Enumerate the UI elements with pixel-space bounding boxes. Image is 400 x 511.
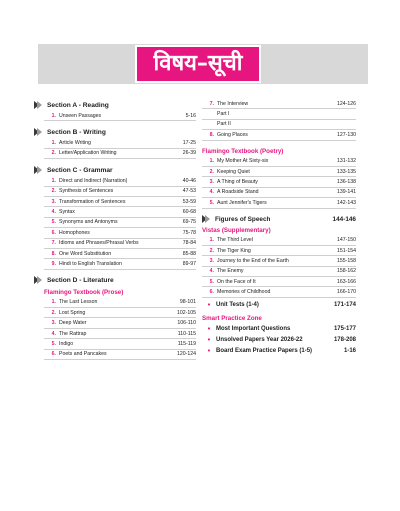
item-number: 4. xyxy=(209,189,214,196)
item-number: 2. xyxy=(51,150,56,157)
item-number: 3. xyxy=(209,179,214,186)
item-pages: 115-119 xyxy=(177,340,196,347)
toc-row xyxy=(44,111,196,121)
section-items xyxy=(36,111,196,121)
item-label: Memories of Childhood xyxy=(217,289,271,296)
item-pages: 78-84 xyxy=(182,240,196,247)
item-pages: 136-138 xyxy=(336,179,356,186)
item-pages: 120-124 xyxy=(176,351,196,358)
toc-row xyxy=(202,188,356,198)
toc-row xyxy=(44,298,196,308)
item-number: 3. xyxy=(209,257,214,264)
section-items xyxy=(36,176,196,270)
smart-practice-pages: 175-177 xyxy=(333,326,356,333)
item-pages: 89-97 xyxy=(182,260,196,267)
item-pages: 40-46 xyxy=(182,177,196,184)
toc-row xyxy=(44,329,196,339)
item-pages: 75-78 xyxy=(182,229,196,236)
section-heading xyxy=(34,275,196,287)
item-pages: 139-141 xyxy=(336,189,356,196)
item-pages: 106-110 xyxy=(177,320,196,327)
toc-row xyxy=(44,239,196,249)
item-label: Part II xyxy=(217,121,231,128)
item-pages: 131-132 xyxy=(336,158,356,165)
toc-row xyxy=(202,246,356,256)
item-number: 8. xyxy=(209,131,214,138)
toc-row xyxy=(202,177,356,187)
toc-row xyxy=(44,339,196,349)
item-label: Direct and Indirect (Narration) xyxy=(59,177,128,184)
item-label: Part I xyxy=(217,111,230,118)
item-label: Deep Water xyxy=(59,320,87,327)
item-label: Transformation of Sentences xyxy=(59,198,126,205)
poetry-items xyxy=(202,157,356,209)
toc-row xyxy=(202,109,356,119)
item-number: 2. xyxy=(51,188,56,195)
item-number: 8. xyxy=(51,250,56,257)
section-heading-label: Section D - Literature xyxy=(47,277,114,285)
item-pages: 53-59 xyxy=(182,198,196,205)
item-pages: 17-25 xyxy=(182,140,196,147)
subsection-heading: Flamingo Textbook (Prose) xyxy=(44,288,124,296)
item-number: 1. xyxy=(209,237,214,244)
item-number: 1. xyxy=(51,112,56,119)
prose-continued xyxy=(202,99,356,141)
smart-practice-row xyxy=(202,324,356,335)
section-heading-label: Section B - Writing xyxy=(47,128,106,136)
toc-row xyxy=(202,157,356,167)
toc-row xyxy=(44,318,196,328)
double-arrow-icon xyxy=(34,101,43,110)
toc-row xyxy=(202,256,356,266)
bullet-icon: • xyxy=(207,336,211,344)
item-label: The Enemy xyxy=(217,268,244,275)
item-label: A Thing of Beauty xyxy=(217,179,258,186)
unit-tests-label: Unit Tests (1-4) xyxy=(216,302,259,309)
item-pages: 47-53 xyxy=(182,188,196,195)
section-heading xyxy=(34,164,196,176)
item-number: 1. xyxy=(51,140,56,147)
item-pages: 158-162 xyxy=(336,268,356,275)
toc-row xyxy=(202,267,356,277)
item-number: 2. xyxy=(51,309,56,316)
bullet-icon: • xyxy=(207,325,211,333)
item-label: The Tiger King xyxy=(217,247,251,254)
item-number: 5. xyxy=(209,199,214,206)
toc-row xyxy=(44,218,196,228)
item-label: Keeping Quiet xyxy=(217,168,250,175)
right-column xyxy=(202,99,356,357)
toc-row xyxy=(202,277,356,287)
page-title: विषय–सूची xyxy=(153,51,243,76)
toc-row xyxy=(44,228,196,238)
item-number: 4. xyxy=(51,330,56,337)
item-label: Aunt Jennifer's Tigers xyxy=(217,199,267,206)
double-arrow-icon xyxy=(34,128,43,137)
unit-tests-row xyxy=(202,300,356,311)
bullet-icon: • xyxy=(207,347,211,355)
toc-row xyxy=(202,287,356,297)
smart-practice-row xyxy=(202,346,356,357)
figures-of-speech-row xyxy=(202,214,356,225)
toc-row xyxy=(202,198,356,208)
title-box xyxy=(135,45,261,83)
item-label: One Word Substitution xyxy=(59,250,112,257)
toc-row xyxy=(202,167,356,177)
item-label: Synthesis of Sentences xyxy=(59,188,114,195)
item-label: Journey to the End of the Earth xyxy=(217,257,289,264)
item-number: 5. xyxy=(209,278,214,285)
item-pages: 166-170 xyxy=(336,289,356,296)
item-number: 3. xyxy=(51,320,56,327)
item-pages: 124-126 xyxy=(336,100,356,107)
item-number: 5. xyxy=(51,340,56,347)
toc-row xyxy=(202,130,356,140)
item-label: Going Places xyxy=(217,131,248,138)
section-heading-label: Section A - Reading xyxy=(47,101,109,109)
toc-row xyxy=(202,99,356,109)
item-pages: 69-75 xyxy=(182,219,196,226)
item-number: 4. xyxy=(209,268,214,275)
section-heading xyxy=(34,126,196,138)
left-column xyxy=(36,99,196,365)
toc-row xyxy=(44,176,196,186)
section-items xyxy=(36,138,196,159)
item-number: 6. xyxy=(51,229,56,236)
smart-practice-row xyxy=(202,335,356,346)
toc-row xyxy=(44,187,196,197)
section-items xyxy=(36,287,196,360)
double-arrow-icon xyxy=(34,166,43,175)
item-label: The Interview xyxy=(217,100,249,107)
item-pages: 151-154 xyxy=(336,247,356,254)
smart-practice-label: Unsolved Papers Year 2026-22 xyxy=(216,337,303,344)
item-pages: 60-68 xyxy=(182,209,196,216)
toc-row xyxy=(44,259,196,269)
item-label: Indigo xyxy=(59,340,74,347)
item-number: 1. xyxy=(51,299,56,306)
section-heading-label: Section C - Grammar xyxy=(47,166,113,174)
item-number: 5. xyxy=(51,219,56,226)
vistas-heading: Vistas (Supplementary) xyxy=(202,226,271,234)
item-label: On the Face of It xyxy=(217,278,256,285)
toc-row xyxy=(44,197,196,207)
item-label: Hindi to English Translation xyxy=(59,260,122,267)
smart-practice-label: Most Important Questions xyxy=(216,326,291,333)
item-pages: 5-16 xyxy=(185,112,196,119)
item-number: 6. xyxy=(209,289,214,296)
item-label: Poets and Pancakes xyxy=(59,351,107,358)
toc-row xyxy=(202,236,356,246)
item-label: The Last Lesson xyxy=(59,299,98,306)
figures-pages: 144-146 xyxy=(332,215,356,223)
item-label: Idioms and Phrases/Phrasal Verbs xyxy=(59,240,139,247)
item-label: Homophones xyxy=(59,229,90,236)
item-number: 4. xyxy=(51,209,56,216)
unit-tests-pages: 171-174 xyxy=(333,302,356,309)
item-pages: 110-115 xyxy=(177,330,196,337)
section-heading xyxy=(34,99,196,111)
item-label: Article Writing xyxy=(59,140,91,147)
toc-row xyxy=(44,350,196,360)
item-number: 7. xyxy=(209,100,214,107)
figures-label: Figures of Speech xyxy=(215,215,271,223)
item-pages: 102-105 xyxy=(176,309,196,316)
toc-row xyxy=(44,138,196,148)
item-pages: 155-158 xyxy=(336,257,356,264)
poetry-heading: Flamingo Textbook (Poetry) xyxy=(202,147,284,155)
item-pages: 98-101 xyxy=(179,299,196,306)
item-number: 1. xyxy=(209,158,214,165)
item-pages: 163-166 xyxy=(336,278,356,285)
double-arrow-icon xyxy=(34,276,43,285)
toc-row xyxy=(44,149,196,159)
toc-row xyxy=(44,249,196,259)
smart-practice-heading: Smart Practice Zone xyxy=(202,314,262,322)
double-arrow-icon xyxy=(202,215,211,224)
bullet-icon: • xyxy=(207,301,211,309)
vistas-items xyxy=(202,236,356,298)
item-label: Synonyms and Antonyms xyxy=(59,219,118,226)
item-pages: 133-135 xyxy=(336,168,356,175)
item-label: Syntax xyxy=(59,209,75,216)
smart-practice-label: Board Exam Practice Papers (1-5) xyxy=(216,348,313,355)
item-label: Lost Spring xyxy=(59,309,86,316)
item-label: My Mother At Sixty-six xyxy=(217,158,269,165)
item-pages: 147-150 xyxy=(336,237,356,244)
smart-practice-pages: 178-208 xyxy=(333,337,356,344)
toc-row xyxy=(202,120,356,130)
item-number: 7. xyxy=(51,240,56,247)
item-label: Unseen Passages xyxy=(59,112,102,119)
item-number: 2. xyxy=(209,168,214,175)
item-number: 3. xyxy=(51,198,56,205)
item-label: Letter/Application Writing xyxy=(59,150,117,157)
toc-row xyxy=(44,207,196,217)
item-label: The Rattrap xyxy=(59,330,87,337)
item-number: 2. xyxy=(209,247,214,254)
item-pages: 142-143 xyxy=(336,199,356,206)
item-number: 6. xyxy=(51,351,56,358)
item-label: The Third Level xyxy=(217,237,253,244)
item-pages: 85-88 xyxy=(182,250,196,257)
smart-practice-pages: 1-16 xyxy=(343,348,356,355)
item-number: 1. xyxy=(51,177,56,184)
item-label: A Roadside Stand xyxy=(217,189,259,196)
item-pages: 26-39 xyxy=(182,150,196,157)
item-number: 9. xyxy=(51,260,56,267)
item-pages: 127-130 xyxy=(336,131,356,138)
toc-row xyxy=(44,308,196,318)
